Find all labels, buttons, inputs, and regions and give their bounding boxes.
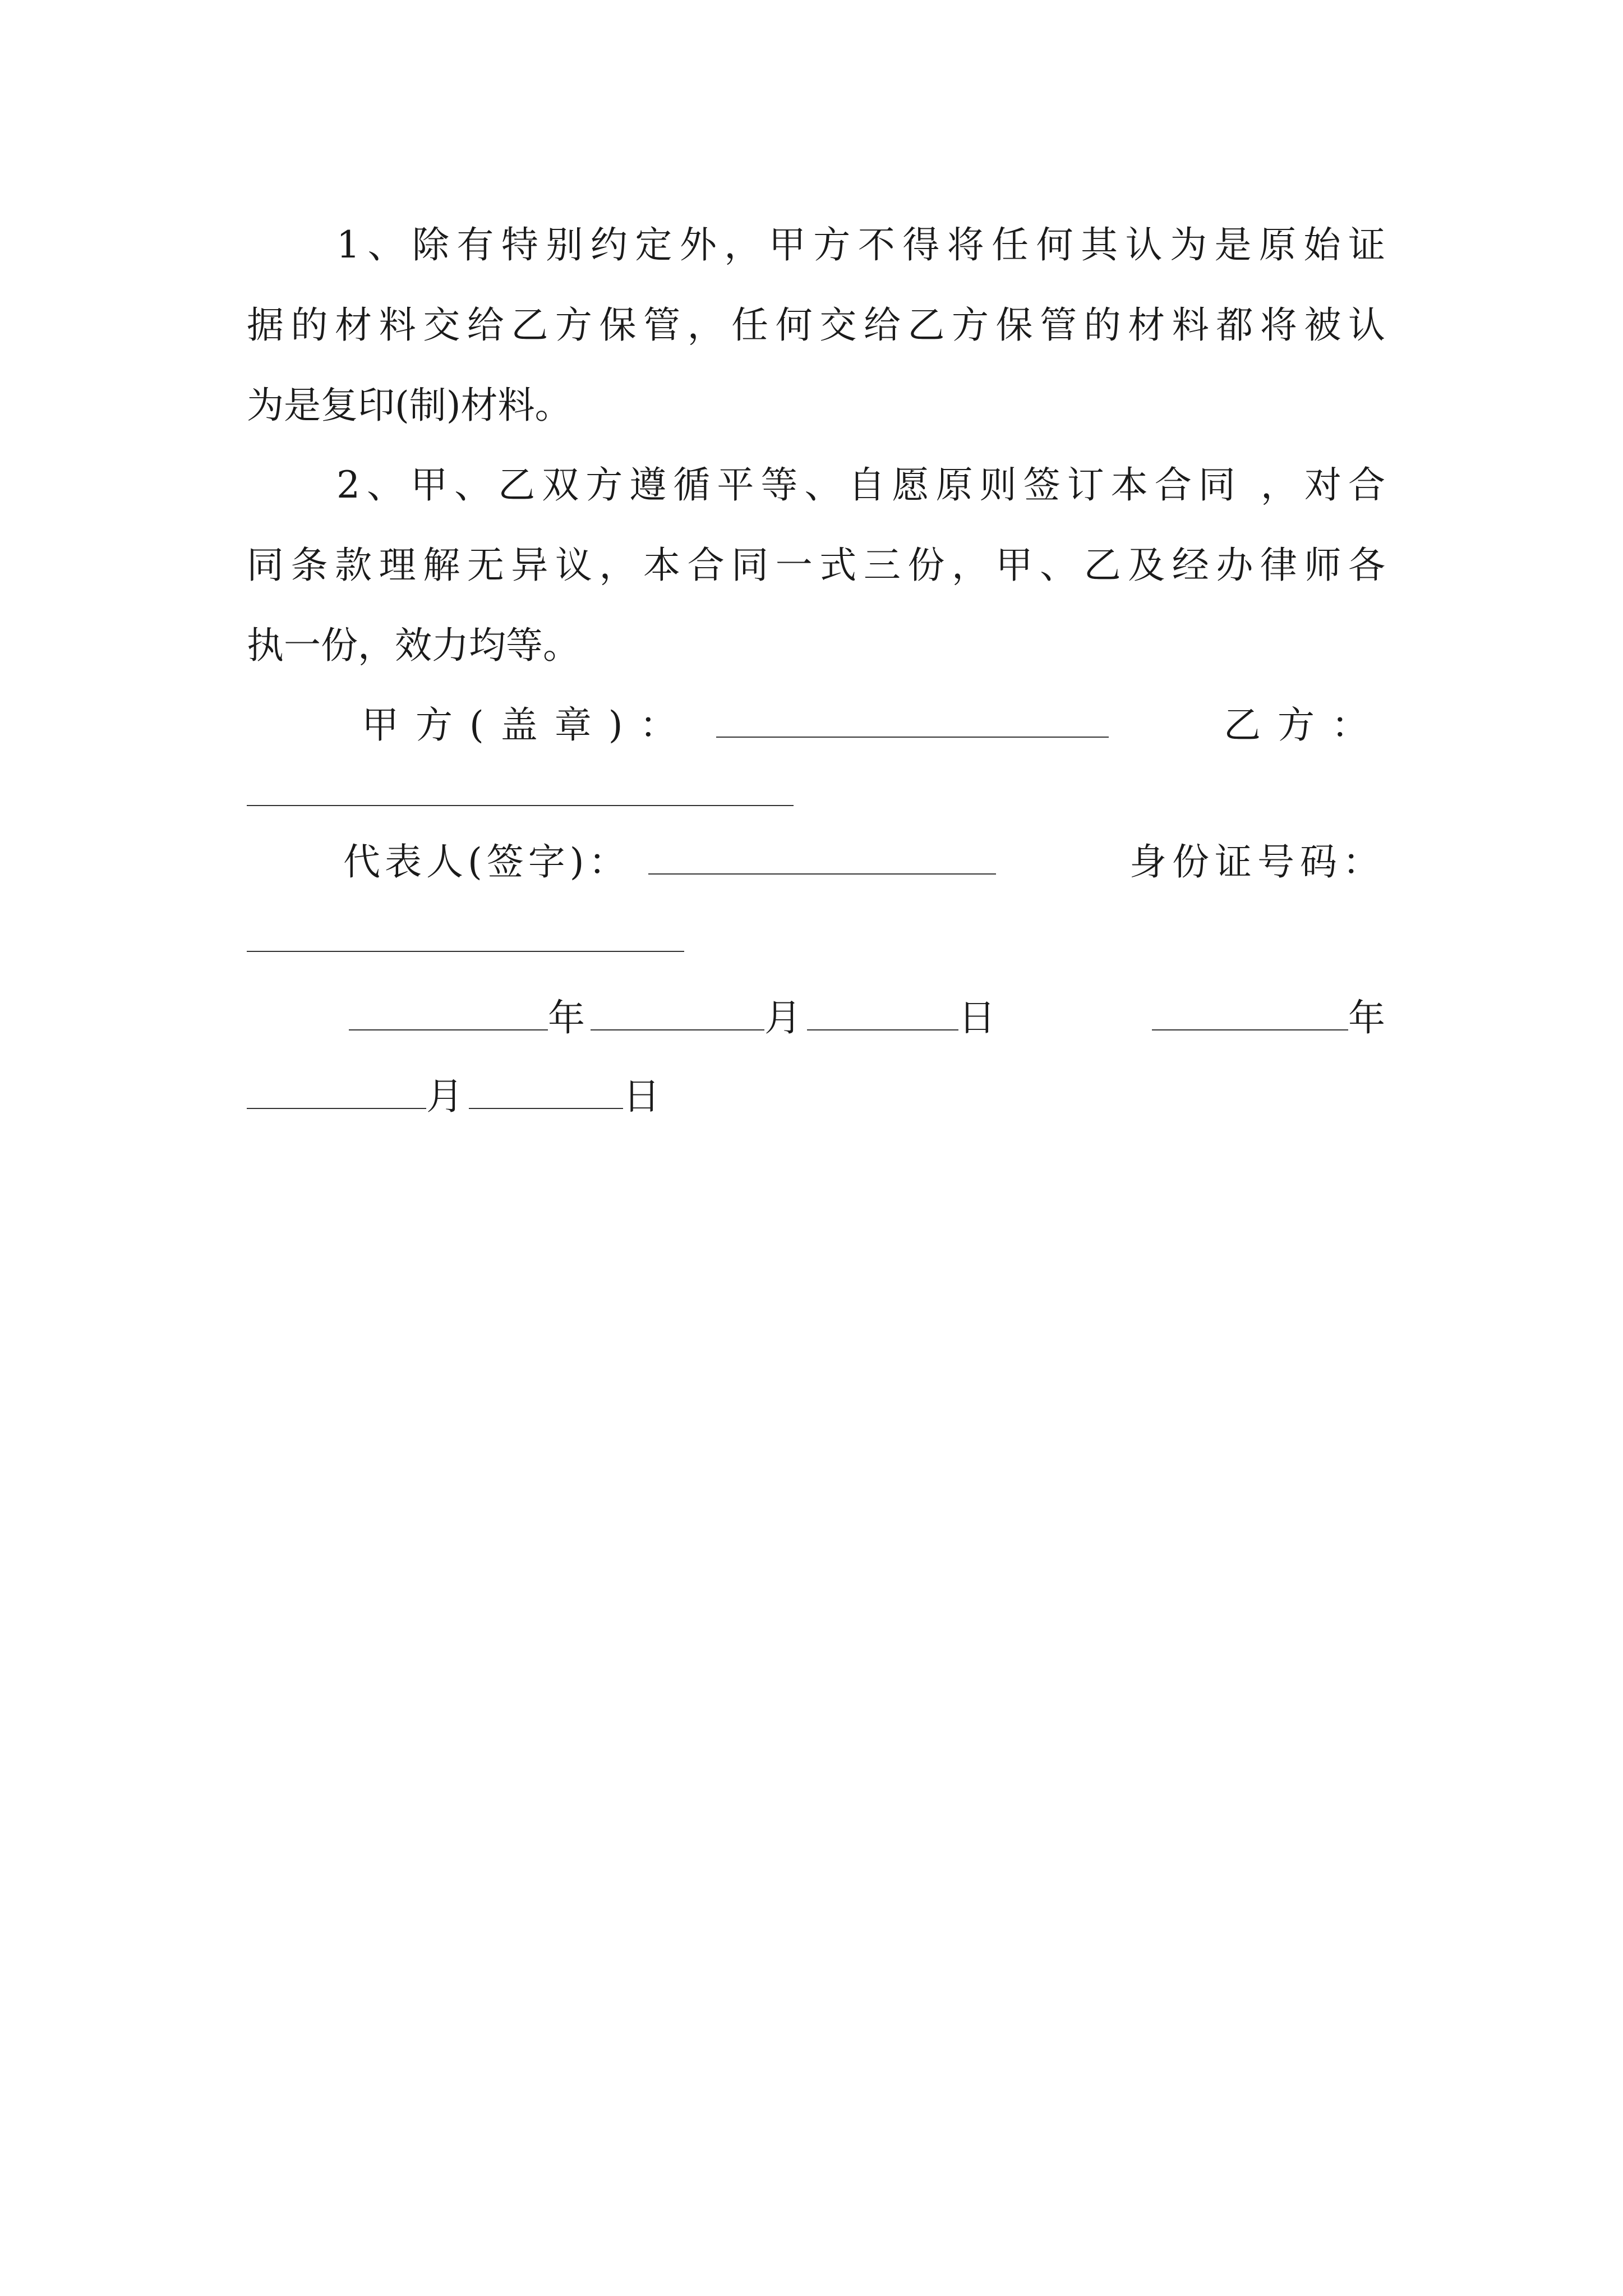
party-b-label: 乙方： [1224,703,1385,747]
party-a-year-blank[interactable] [349,996,548,1030]
date-row [349,976,1385,1060]
party-a-month-blank[interactable] [591,996,764,1030]
day-label-a: 日 [958,996,995,1039]
day-label-b: 日 [623,1075,660,1118]
clause-1-line-3: 为是复印(制)材料。 [247,384,572,427]
party-b-year-blank[interactable] [1152,996,1348,1030]
month-label-a: 月 [764,996,801,1039]
clause-1-line-2: 据的材料交给乙方保管，任何交给乙方保管的材料都将被认 [247,303,1385,347]
party-b-year-group [1152,976,1385,1060]
party-a-label: 甲方(盖章)： [362,703,694,747]
representative-blank[interactable] [648,840,996,875]
party-a-blank[interactable] [716,703,1109,738]
id-number-row [247,898,1385,982]
party-b-blank[interactable] [247,771,794,806]
clause-2-line-3: 执一份，效力均等。 [247,624,580,667]
id-number-blank[interactable] [247,917,684,952]
clause-2-line-2: 同条款理解无异议，本合同一式三份，甲、乙及经办律师各 [247,544,1385,587]
id-number-label: 身份证号码： [1129,840,1385,884]
party-b-month-blank[interactable] [247,1074,426,1109]
month-label-b: 月 [426,1075,463,1118]
representative-label: 代表人(签字)： [343,840,630,884]
clause-2-line-1: 2、甲、乙双方遵循平等、自愿原则签订本合同 ，对合 [336,463,1385,507]
representative-row [343,820,1385,904]
year-label-b: 年 [1348,996,1385,1039]
clause-1-line-1: 1、除有特别约定外，甲方不得将任何其认为是原始证 [336,223,1385,266]
year-label-a: 年 [548,996,585,1039]
party-b-day-blank[interactable] [469,1074,623,1109]
party-b-date-row [247,1055,1385,1139]
party-a-day-blank[interactable] [807,996,958,1030]
